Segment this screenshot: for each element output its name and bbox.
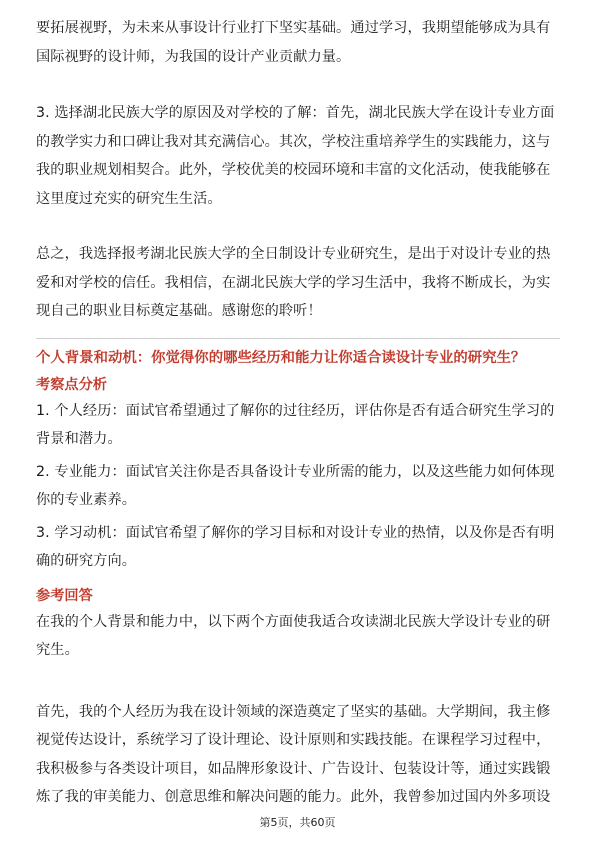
analysis-item: 2. 专业能力：面试官关注你是否具备设计专业所需的能力，以及这些能力如何体现你的专业素养。 (36, 463, 555, 508)
analysis-list (36, 397, 560, 576)
analysis-label: 考察点分析 (36, 376, 107, 393)
document-page (36, 14, 560, 812)
answer-label: 参考回答 (36, 587, 93, 604)
paragraph-conclusion: 总之，我选择报考湖北民族大学的全日制设计专业研究生，是出于对设计专业的热爱和对学校的信任。我相信，在湖北民族大学的学习生活中，我将不断成长，为实现自己的职业目标奠定基础。感谢您的聆听！ (36, 246, 551, 319)
question-title: 个人背景和动机：你觉得你的哪些经历和能力让你适合读设计专业的研究生？ (36, 349, 526, 366)
answer-paragraph: 首先，我的个人经历为我在设计领域的深造奠定了坚实的基础。大学期间，我主修视觉传达设计，系统学习了设计理论、设计原则和实践技能。在课程学习过程中，我积极参与各类设计项目，如品牌形象设计、广告设计、包装设计等，通过实践锻炼了我的审美能力、创意思维和解决问题的能力。此外，我曾参加过国内外多项设 (36, 703, 551, 805)
section-divider (36, 338, 560, 339)
paragraph-reason-school: 3. 选择湖北民族大学的原因及对学校的了解：首先，湖北民族大学在设计专业方面的教学实力和口碑让我对其充满信心。其次，学校注重培养学生的实践能力，这与我的职业规划相契合。此外，学校优美的校园环境和丰富的文化活动，使我能够在这里度过充实的研究生生活。 (36, 105, 555, 207)
page-number: 第5页，共60页 (259, 816, 336, 829)
answer-intro: 在我的个人背景和能力中，以下两个方面使我适合攻读湖北民族大学设计专业的研究生。 (36, 613, 551, 658)
paragraph-continued: 要拓展视野，为未来从事设计行业打下坚实基础。通过学习，我期望能够成为具有国际视野的设计师，为我国的设计产业贡献力量。 (36, 20, 551, 65)
analysis-item: 3. 学习动机：面试官希望了解你的学习目标和对设计专业的热情，以及你是否有明确的研究方向。 (36, 524, 555, 569)
analysis-item: 1. 个人经历：面试官希望通过了解你的过往经历，评估你是否有适合研究生学习的背景和潜力。 (36, 402, 555, 447)
